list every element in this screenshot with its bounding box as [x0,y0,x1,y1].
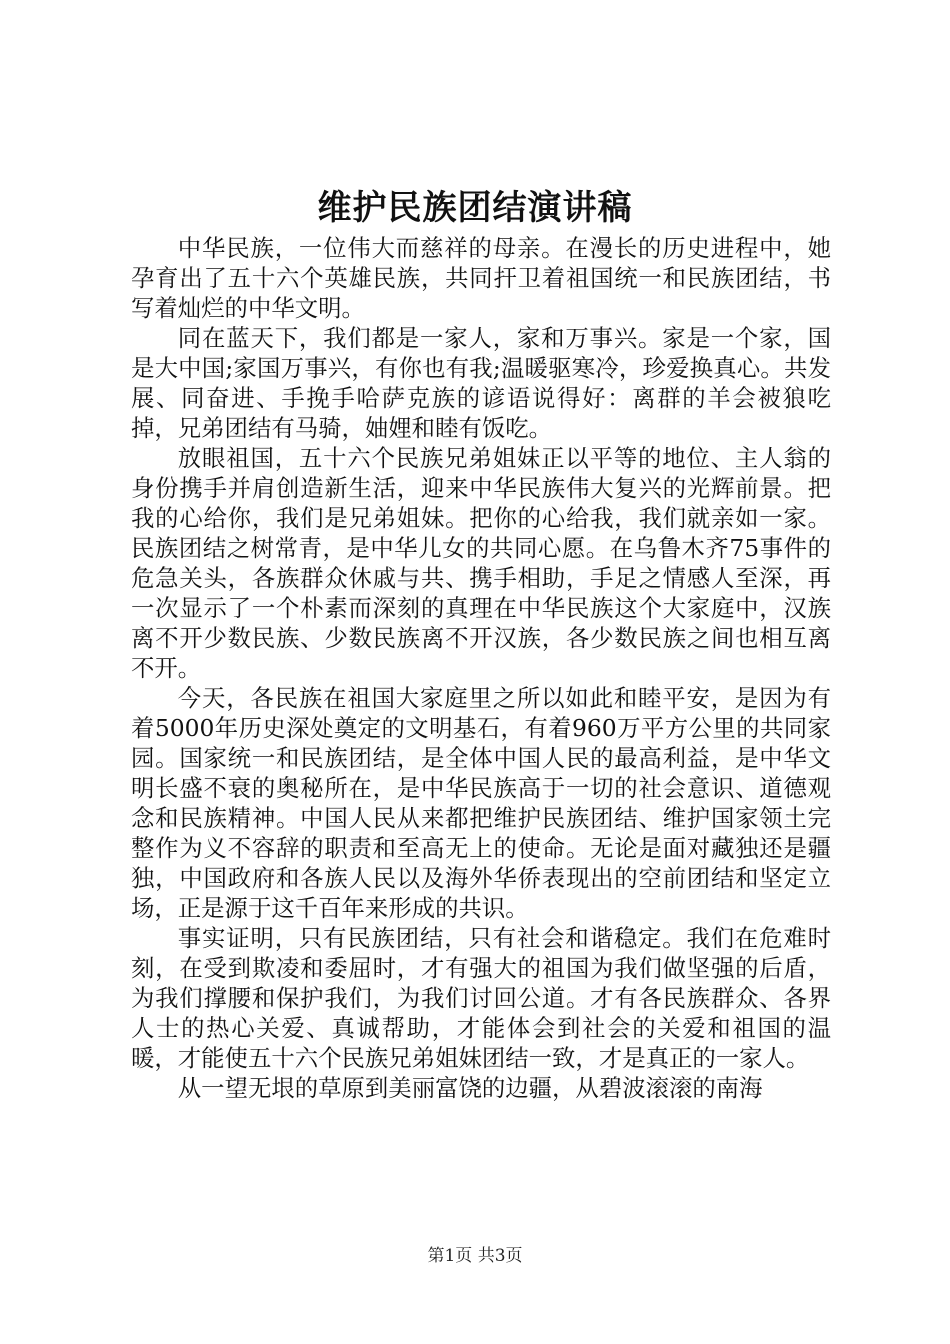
document-title: 维护民族团结演讲稿 [317,188,633,228]
paragraph-4: 今天，各民族在祖国大家庭里之所以如此和睦平安，是因为有着5000年历史深处奠定的文明基石，有着960万平方公里的共同家园。国家统一和民族团结，是全体中国人民的最高利益，是中华文明长盛不衰的奥秘所在，是中华民族高于一切的社会意识、道德观念和民族精神。中国人民从来都把维护民族团结、维护国家领土完整作为义不容辞的职责和至高无上的使命。无论是面对藏独还是疆独，中国政府和各族人民以及海外华侨表现出的空前团结和坚定立场，正是源于这千百年来形成的共识。 [131,684,831,922]
paragraph-6: 从一望无垠的草原到美丽富饶的边疆，从碧波滚滚的南海 [177,1074,763,1102]
paragraph-1: 中华民族，一位伟大而慈祥的母亲。在漫长的历史进程中，她孕育出了五十六个英雄民族，共同扞卫着祖国统一和民族团结，书写着灿烂的中华文明。 [131,234,831,322]
paragraph-3: 放眼祖国，五十六个民族兄弟姐妹正以平等的地位、主人翁的身份携手并肩创造新生活，迎来中华民族伟大复兴的光辉前景。把我的心给你，我们是兄弟姐妹。把你的心给我，我们就亲如一家。民族团结之树常青，是中华儿女的共同心愿。在乌鲁木齐75事件的危急关头，各族群众休戚与共、携手相助，手足之情感人至深，再一次显示了一个朴素而深刻的真理在中华民族这个大家庭中，汉族离不开少数民族、少数民族离不开汉族，各少数民族之间也相互离不开。 [131,444,831,682]
page-footer: 第1页 共3页 [427,1246,523,1266]
document-body [131,233,831,1103]
paragraph-2: 同在蓝天下，我们都是一家人，家和万事兴。家是一个家，国是大中国;家国万事兴，有你也有我;温暖驱寒冷，珍爱换真心。共发展、同奋进、手挽手哈萨克族的谚语说得好：离群的羊会被狼吃掉，兄弟团结有马骑，妯娌和睦有饭吃。 [131,324,831,442]
paragraph-5: 事实证明，只有民族团结，只有社会和谐稳定。我们在危难时刻，在受到欺凌和委屈时，才有强大的祖国为我们做坚强的后盾，为我们撑腰和保护我们，为我们讨回公道。才有各民族群众、各界人士的热心关爱、真诚帮助，才能体会到社会的关爱和祖国的温暖，才能使五十六个民族兄弟姐妹团结一致，才是真正的一家人。 [131,924,831,1072]
